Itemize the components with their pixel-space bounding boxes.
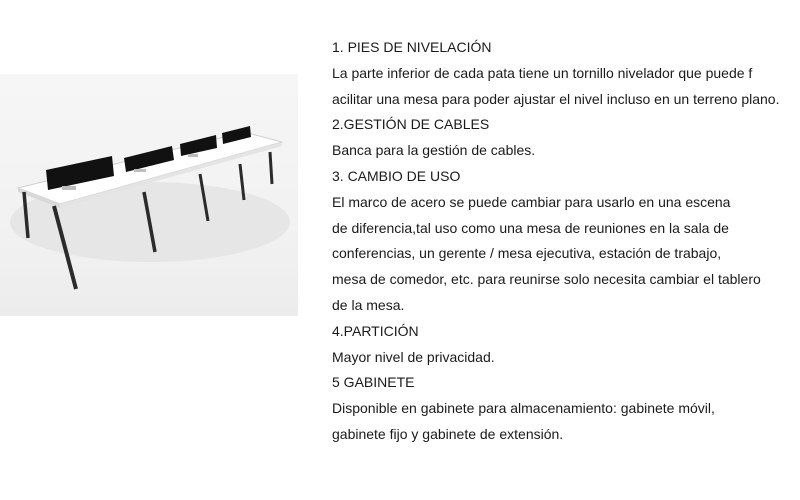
desk-illustration xyxy=(0,74,298,316)
feature-title: 5 GABINETE xyxy=(332,374,415,391)
partition-clamp xyxy=(188,154,198,157)
partition-clamp xyxy=(62,186,76,190)
feature-description xyxy=(332,35,798,448)
feature-text: El marco de acero se puede cambiar para usarlo en una escena xyxy=(332,193,731,210)
workstation-desk-image xyxy=(0,74,298,316)
feature-text: Banca para la gestión de cables. xyxy=(332,142,536,159)
feature-text: de la mesa. xyxy=(332,296,405,313)
feature-text: gabinete fijo y gabinete de extensión. xyxy=(332,425,564,442)
feature-title: 4.PARTICIÓN xyxy=(332,322,419,339)
desk-leg xyxy=(270,152,272,184)
feature-text: de diferencia,tal uso como una mesa de reuniones en la sala de xyxy=(332,219,729,236)
partition-clamp xyxy=(134,169,146,172)
feature-text: Mayor nivel de privacidad. xyxy=(332,348,495,365)
feature-text: La parte inferior de cada pata tiene un tornillo nivelador que puede f xyxy=(332,64,753,81)
feature-title: 3. CAMBIO DE USO xyxy=(332,167,461,184)
feature-text: Disponible en gabinete para almacenamiento: gabinete móvil, xyxy=(332,400,715,417)
feature-text: conferencias, un gerente / mesa ejecutiva, estación de trabajo, xyxy=(332,245,722,262)
feature-title: 2.GESTIÓN DE CABLES xyxy=(332,116,490,133)
feature-text: mesa de comedor, etc. para reunirse solo necesita cambiar el tablero xyxy=(332,271,761,288)
feature-title: 1. PIES DE NIVELACIÓN xyxy=(332,39,492,55)
feature-text: acilitar una mesa para poder ajustar el nivel incluso en un terreno plano. xyxy=(332,90,780,107)
